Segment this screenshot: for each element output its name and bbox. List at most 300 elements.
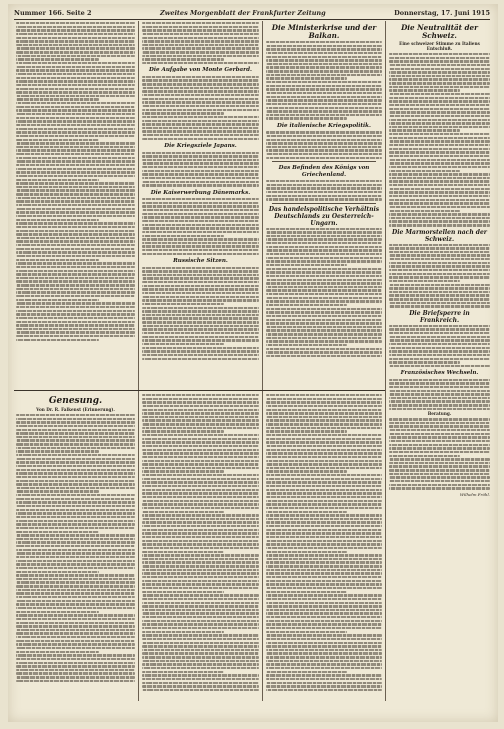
text-line (16, 146, 135, 148)
text-line (266, 131, 382, 133)
text-line (389, 265, 490, 267)
text-line (266, 463, 382, 465)
text-line (389, 68, 490, 70)
text-line (266, 481, 382, 483)
text-line (16, 168, 135, 170)
text-line (16, 651, 99, 653)
text-line (142, 127, 259, 129)
text-line (266, 554, 382, 556)
text-line (16, 447, 135, 449)
text-line (389, 71, 490, 73)
text-line (16, 219, 99, 221)
text-line (142, 213, 259, 215)
text-line (266, 139, 382, 141)
text-line (142, 576, 259, 578)
divider (272, 203, 376, 204)
text-line (266, 543, 382, 545)
text-line (266, 452, 382, 454)
text-line (389, 422, 490, 424)
text-line (389, 404, 490, 406)
text-line (266, 514, 382, 516)
article-heading: Die Marmorstellen nach der Schweiz. (392, 228, 487, 243)
text-line (389, 343, 490, 345)
text-line (142, 558, 259, 560)
text-line (142, 500, 259, 502)
text-line (16, 578, 135, 580)
text-line (389, 440, 490, 442)
text-line (142, 645, 259, 647)
text-line (266, 398, 382, 400)
text-line (142, 90, 259, 92)
text-line (389, 140, 490, 142)
text-line (16, 465, 135, 467)
text-line (266, 456, 382, 458)
text-line (266, 96, 382, 98)
text-line (16, 200, 135, 202)
text-line (266, 409, 382, 411)
text-line (16, 62, 135, 64)
text-line (16, 313, 135, 315)
text-line (142, 285, 259, 287)
text-line (142, 492, 259, 494)
text-line (142, 205, 259, 207)
text-line (266, 228, 382, 230)
text-line (266, 572, 382, 574)
text-line (266, 649, 382, 651)
text-line (389, 302, 490, 304)
text-line (266, 187, 382, 189)
text-line (389, 429, 490, 431)
text-line (142, 343, 224, 345)
text-line (16, 552, 135, 554)
text-line (389, 191, 490, 193)
text-line (16, 182, 135, 184)
text-line (266, 246, 382, 248)
text-line (389, 462, 490, 464)
text-line (16, 77, 135, 79)
text-line (16, 335, 135, 337)
text-line (16, 472, 135, 474)
feuilleton-byline: Von Dr. R. Falkenst (Erinnerung). (36, 407, 115, 412)
feuilleton-column-3 (266, 394, 382, 699)
text-line (16, 501, 135, 503)
text-line (266, 518, 382, 520)
text-line (16, 541, 135, 543)
text-line (142, 76, 259, 78)
text-line (142, 224, 259, 226)
text-line (142, 325, 259, 327)
text-line (142, 98, 259, 100)
text-line (16, 476, 135, 478)
text-line (16, 244, 135, 246)
text-line (142, 270, 259, 272)
text-line (266, 594, 382, 596)
text-line (389, 365, 490, 367)
text-line (16, 306, 135, 308)
text-line (16, 106, 135, 108)
text-line (389, 473, 490, 475)
text-line (142, 561, 259, 563)
text-line (142, 642, 259, 644)
text-line (266, 561, 382, 563)
text-line (16, 439, 135, 441)
text-line (389, 284, 490, 286)
text-line (16, 149, 135, 151)
text-line (16, 640, 135, 642)
text-line (16, 33, 135, 35)
text-line (266, 401, 382, 403)
text-line (389, 244, 490, 246)
text-line (389, 354, 490, 356)
text-line (266, 253, 382, 255)
text-line (266, 412, 382, 414)
text-line (389, 347, 490, 349)
text-line (142, 412, 259, 414)
text-line (142, 235, 224, 237)
text-line (266, 180, 382, 182)
text-line (266, 344, 347, 346)
text-line (142, 587, 259, 589)
text-line (266, 195, 382, 197)
text-line (266, 652, 382, 654)
text-line (16, 98, 99, 100)
text-line (389, 78, 490, 80)
text-line (266, 500, 382, 502)
text-line (266, 264, 347, 266)
text-line (16, 58, 99, 60)
text-line (389, 210, 460, 212)
text-line (389, 159, 490, 161)
text-line (389, 144, 490, 146)
text-line (16, 291, 135, 293)
text-line (142, 503, 259, 505)
text-line (266, 689, 382, 691)
text-line (16, 55, 135, 57)
text-line (266, 308, 382, 310)
text-line (16, 490, 99, 492)
article-heading: Die Kaiserwerbung Dänemarks. (150, 189, 251, 196)
text-line (389, 258, 490, 260)
text-line (266, 311, 382, 313)
text-line (16, 233, 135, 235)
text-line (16, 255, 135, 257)
text-line (142, 489, 259, 491)
text-line (16, 676, 135, 678)
text-line (266, 616, 382, 618)
text-line (266, 598, 382, 600)
text-line (389, 111, 490, 113)
article-heading: Die italienische Kriegspolitik. (277, 122, 371, 129)
text-line (389, 291, 490, 293)
text-line (389, 82, 490, 84)
text-line (266, 682, 382, 684)
text-line (16, 237, 135, 239)
text-line (266, 430, 347, 432)
text-line (266, 66, 382, 68)
text-line (142, 58, 224, 60)
text-line (142, 130, 259, 132)
text-line (266, 478, 382, 480)
text-line (142, 120, 259, 122)
text-line (389, 251, 490, 253)
text-line (142, 354, 259, 356)
text-line (16, 277, 135, 279)
article-heading: Die Neutralität der Schweiz. (401, 23, 478, 40)
text-line (142, 299, 259, 301)
text-line (16, 498, 135, 500)
text-line (266, 279, 382, 281)
text-line (16, 251, 135, 253)
text-line (16, 226, 135, 228)
text-line (266, 85, 382, 87)
text-line (142, 159, 259, 161)
text-line (389, 224, 490, 226)
text-line (16, 102, 135, 104)
text-line (266, 322, 382, 324)
text-line (142, 105, 259, 107)
text-line (16, 672, 135, 674)
text-line (266, 88, 382, 90)
text-line (16, 658, 135, 660)
text-line (142, 55, 259, 57)
text-line (389, 336, 490, 338)
text-line (389, 184, 490, 186)
text-line (16, 531, 99, 533)
text-line (16, 157, 135, 159)
text-line (266, 609, 382, 611)
text-line (142, 138, 259, 140)
text-line (16, 622, 135, 624)
text-line (266, 547, 382, 549)
text-line (389, 155, 490, 157)
author-signature: Wilhelm Fröhl. (459, 491, 490, 497)
masthead (14, 8, 490, 18)
text-line (389, 408, 490, 410)
text-line (142, 296, 259, 298)
text-line (266, 496, 382, 498)
text-line (389, 444, 490, 446)
text-line (16, 171, 135, 173)
text-line (266, 521, 382, 523)
text-line (142, 216, 259, 218)
text-line (266, 536, 382, 538)
text-line (389, 418, 490, 420)
text-line (142, 310, 259, 312)
text-line (16, 574, 135, 576)
text-line (16, 571, 99, 573)
text-line (142, 267, 259, 269)
text-line (142, 123, 259, 125)
text-line (266, 275, 382, 277)
text-line (16, 240, 135, 242)
text-line (142, 620, 259, 622)
text-line (266, 63, 382, 65)
text-line (142, 671, 224, 673)
text-line (389, 273, 490, 275)
text-line (16, 523, 135, 525)
text-line (389, 325, 490, 327)
article-heading: Die Aufgabe von Monte Gerbard. (149, 67, 252, 74)
text-line (389, 276, 490, 278)
text-line (16, 581, 135, 583)
text-line (266, 293, 382, 295)
text-line (266, 41, 382, 43)
text-line (16, 567, 135, 569)
text-line (389, 379, 490, 381)
text-line (16, 295, 135, 297)
text-line (142, 101, 259, 103)
text-line (16, 80, 135, 82)
text-line (266, 110, 382, 112)
text-line (16, 461, 135, 463)
text-line (142, 452, 259, 454)
text-line (16, 421, 135, 423)
text-line (142, 485, 259, 487)
text-line (389, 220, 490, 222)
text-line (16, 600, 135, 602)
text-line (16, 95, 135, 97)
text-line (389, 177, 490, 179)
text-line (16, 288, 135, 290)
text-line (266, 445, 382, 447)
text-line (142, 317, 259, 319)
text-line (266, 289, 382, 291)
text-line (142, 580, 259, 582)
text-line (266, 558, 382, 560)
text-line (142, 612, 259, 614)
text-line (266, 460, 382, 462)
text-line (266, 74, 382, 76)
text-line (266, 297, 382, 299)
text-line (266, 678, 382, 680)
text-line (16, 262, 135, 264)
text-line (16, 680, 135, 682)
text-line (142, 184, 259, 186)
text-line (266, 99, 382, 101)
text-line (16, 534, 135, 536)
text-line (142, 198, 259, 200)
text-line (142, 94, 259, 96)
text-line (16, 321, 135, 323)
text-line (389, 487, 490, 489)
text-line (142, 627, 259, 629)
feuilleton-column-1 (16, 394, 135, 699)
text-line (142, 177, 259, 179)
text-line (16, 317, 135, 319)
text-line (142, 416, 259, 418)
text-line (266, 565, 382, 567)
text-line (389, 339, 490, 341)
text-line (266, 268, 382, 270)
text-line (16, 505, 135, 507)
text-line (266, 260, 382, 262)
text-line (266, 304, 347, 306)
text-line (389, 188, 490, 190)
text-line (142, 170, 259, 172)
text-line (16, 204, 135, 206)
text-line (389, 126, 490, 128)
text-line (142, 460, 259, 462)
issue-date: Donnerstag, 17. Juni 1915 (394, 9, 490, 17)
text-line (142, 467, 259, 469)
text-line (266, 198, 382, 200)
text-line (389, 108, 490, 110)
text-line (142, 277, 259, 279)
text-line (142, 507, 259, 509)
text-line (266, 355, 382, 357)
text-line (142, 449, 259, 451)
text-line (142, 253, 259, 255)
text-line (16, 328, 135, 330)
text-line (16, 625, 135, 627)
text-line (142, 441, 259, 443)
column-4 (389, 22, 490, 702)
text-line (266, 157, 382, 159)
divider (272, 161, 376, 162)
text-line (142, 238, 259, 240)
text-line (389, 97, 490, 99)
text-line (266, 602, 382, 604)
text-line (266, 333, 382, 335)
newspaper-title: Zweites Morgenblatt der Frankfurter Zeitung (159, 9, 326, 17)
text-line (16, 284, 135, 286)
text-line (389, 262, 490, 264)
text-line (16, 662, 135, 664)
text-line (266, 135, 382, 137)
text-line (389, 287, 490, 289)
text-line (16, 414, 135, 416)
text-line (142, 307, 259, 309)
text-line (142, 609, 259, 611)
text-line (266, 92, 382, 94)
text-line (266, 642, 382, 644)
text-line (266, 474, 382, 476)
text-line (142, 572, 259, 574)
text-line (266, 449, 382, 451)
text-line (142, 660, 259, 662)
text-line (16, 436, 135, 438)
text-line (142, 173, 259, 175)
text-line (389, 57, 490, 59)
text-line (389, 217, 490, 219)
text-line (389, 425, 490, 427)
text-line (16, 131, 135, 133)
text-line (142, 166, 259, 168)
text-line (142, 209, 259, 211)
text-line (16, 480, 135, 482)
text-line (16, 40, 135, 42)
text-line (389, 75, 490, 77)
text-line (389, 137, 490, 139)
text-line (142, 47, 259, 49)
text-line (142, 274, 259, 276)
text-line (266, 489, 382, 491)
text-line (266, 48, 382, 50)
text-line (142, 529, 259, 531)
text-line (266, 532, 382, 534)
feuilleton-column-2 (142, 394, 259, 699)
text-line (16, 654, 135, 656)
text-line (389, 129, 460, 131)
text-line (266, 142, 382, 144)
text-line (389, 202, 490, 204)
text-line (389, 254, 490, 256)
text-line (266, 77, 347, 79)
text-line (16, 47, 135, 49)
text-line (16, 128, 135, 130)
text-line (16, 560, 135, 562)
text-line (16, 494, 135, 496)
